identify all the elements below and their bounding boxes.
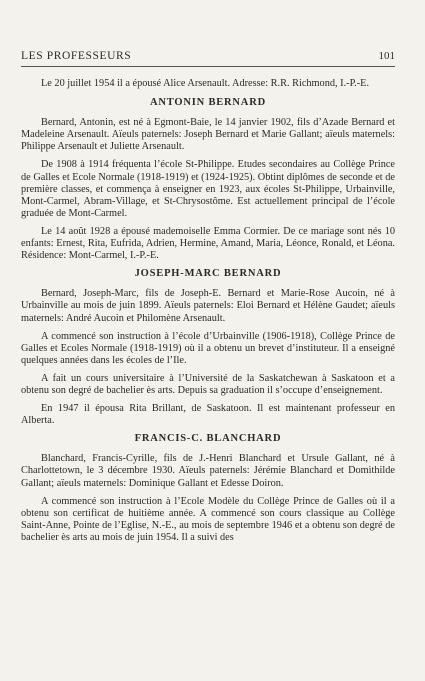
paragraph: De 1908 à 1914 fréquenta l’école St-Philippe. Etudes secondaires au Collège Prince de Galles et Ecole Normale (1918-1919) et (1924-1925). Obtint diplômes de seconde et de première classes, et commença à enseigner en 1923, aux écoles St-Philippe, Urbainville, Mont-Carmel, Abram-Village, et St-Chrysostôme. Est actuellement principal de l’école graduée de Mont-Carmel.: [21, 159, 395, 219]
paragraph: Blanchard, Francis-Cyrille, fils de J.-Henri Blanchard et Ursule Gallant, né à Charlottetown, le 3 décembre 1930. Aïeuls paternels: Jérémie Blanchard et Domithilde Gallant; aïeuls maternels: Dominique Gallant et Edesse Doiron.: [21, 453, 395, 489]
page-number: 101: [378, 50, 395, 62]
paragraph: En 1947 il épousa Rita Brillant, de Saskatoon. Il est maintenant professeur en Alberta.: [21, 403, 395, 427]
paragraph: Bernard, Joseph-Marc, fils de Joseph-E. Bernard et Marie-Rose Aucoin, né à Urbainville au mois de juin 1899. Aïeuls paternels: Eloi Bernard et Hélène Gaudet; aïeuls maternels: André Aucoin et Philomène Arsenault.: [21, 288, 395, 324]
paragraph: Bernard, Antonin, est né à Egmont-Baie, le 14 janvier 1902, fils d’Azade Bernard et Madeleine Arsenault. Aïeuls paternels: Joseph Bernard et Marie Gallant; aïeuls maternels: Philippe Arsenault et Juliette Arsenault.: [21, 117, 395, 153]
running-head: [21, 50, 395, 62]
paragraph: A commencé son instruction à l’Ecole Modèle du Collège Prince de Galles où il a obtenu son certificat de huitième année. A commencé son cours classique au Collège Saint-Anne, Pointe de l’Eglise, N.-E., au mois de septembre 1946 et a obtenu son degré de bachelier ès arts au mois de juin 1954. Il a suivi des: [21, 495, 395, 543]
paragraph: A fait un cours universitaire à l’Université de la Saskatchewan à Saskatoon et a obtenu son degré de bachelier ès arts. Depuis sa graduation il s’occupe d’enseignement.: [21, 372, 395, 396]
section-heading-antonin-bernard: ANTONIN BERNARD: [150, 97, 266, 109]
paragraph: A commencé son instruction à l’école d’Urbainville (1906-1918), Collège Prince de Galles et Ecoles Normale (1918-1919) où il a obtenu un brevet d’instituteur. Il a enseigné quelques années dans les écoles de l’Ile.: [21, 330, 395, 366]
header-rule: [21, 66, 395, 67]
intro-paragraph: Le 20 juillet 1954 il a épousé Alice Arsenault. Adresse: R.R. Richmond, I.-P.-E.: [41, 78, 370, 89]
page-body: [21, 78, 395, 550]
section-heading-francis-c-blanchard: FRANCIS-C. BLANCHARD: [134, 433, 282, 445]
running-head-title: LES PROFESSEURS: [21, 50, 132, 62]
paragraph: Le 14 août 1928 a épousé mademoiselle Emma Cormier. De ce mariage sont nés 10 enfants: Ernest, Rita, Eufrida, Adrien, Hermine, Amand, Maria, Léonce, Ronald, et Léona. Résidence: Mont-Carmel, I.-P.-E.: [21, 225, 395, 262]
section-heading-joseph-marc-bernard: JOSEPH-MARC BERNARD: [134, 268, 282, 280]
